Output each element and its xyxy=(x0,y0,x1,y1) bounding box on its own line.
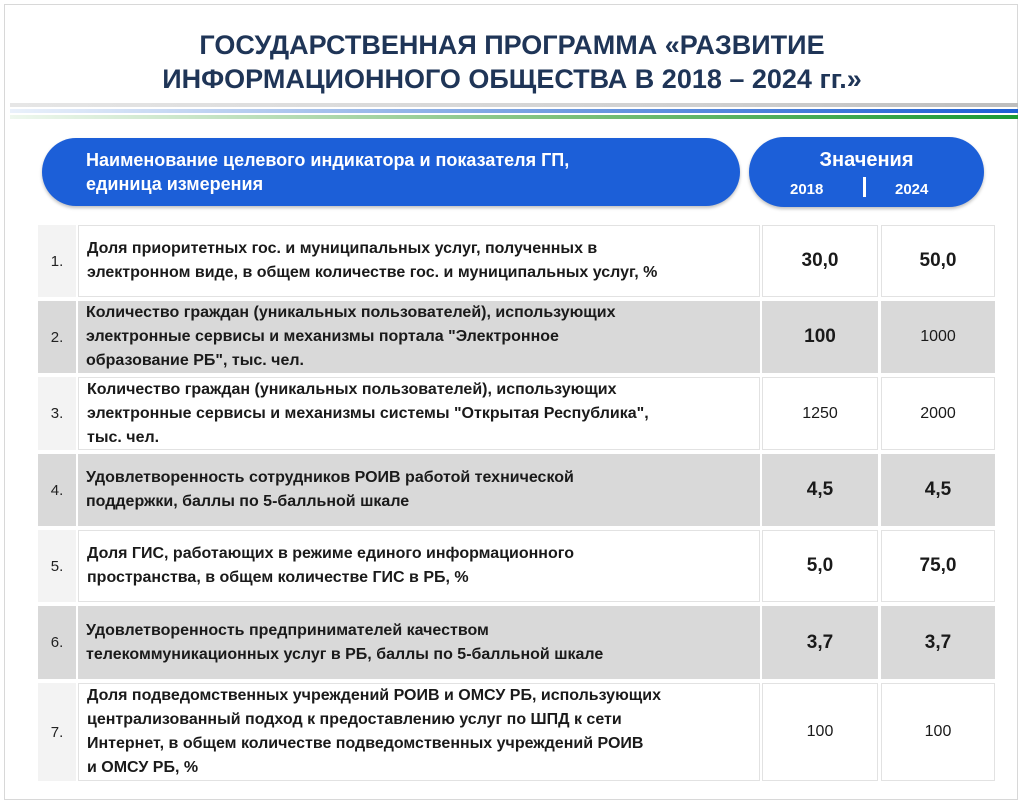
indicator-line: Удовлетворенность предпринимателей качеством xyxy=(86,621,489,639)
title-line-2: ИНФОРМАЦИОННОГО ОБЩЕСТВА В 2018 – 2024 гг.» xyxy=(162,64,862,94)
indicator-line: электронные сервисы и механизмы системы "Открытая Республика", xyxy=(87,404,649,422)
value-2024-text: 1000 xyxy=(920,328,956,345)
value-2024 xyxy=(881,683,995,781)
indicator-line: Количество граждан (уникальных пользователей), использующих xyxy=(86,304,616,321)
indicator-line: и ОМСУ РБ, % xyxy=(87,759,199,776)
indicator-line: электронном виде, в общем количестве гос. и муниципальных услуг, % xyxy=(87,264,658,281)
indicator-header-line-2: единица измерения xyxy=(86,174,264,194)
table-row xyxy=(38,377,995,450)
value-2024-text: 75,0 xyxy=(919,555,957,576)
row-number: 1. xyxy=(38,225,76,297)
indicator-line: Доля подведомственных учреждений РОИВ и ОМСУ РБ, использующих xyxy=(87,687,661,704)
divider-stripe-grey xyxy=(10,103,1018,107)
value-2024-text: 3,7 xyxy=(924,631,952,653)
value-2024 xyxy=(881,530,995,602)
indicator-line: Интернет, в общем количестве подведомственных учреждений РОИВ xyxy=(87,735,644,752)
indicator-line: электронные сервисы и механизмы портала "Электронное xyxy=(86,328,559,345)
table-row xyxy=(38,454,995,526)
value-2024-text: 2000 xyxy=(920,404,956,422)
value-2024-text: 50,0 xyxy=(919,250,957,271)
value-2018 xyxy=(762,606,878,679)
value-2018 xyxy=(762,225,878,297)
year-separator xyxy=(863,177,866,197)
value-2018-text: 4,5 xyxy=(806,479,834,500)
indicator-line: Доля приоритетных гос. и муниципальных услуг, полученных в xyxy=(87,240,598,257)
value-2018-text: 30,0 xyxy=(801,250,839,271)
indicator-name xyxy=(78,683,760,781)
table-row xyxy=(38,530,995,602)
value-2024 xyxy=(881,377,995,450)
year-2018-label: 2018 xyxy=(790,181,824,198)
row-number: 7. xyxy=(38,683,76,781)
value-2024-text: 4,5 xyxy=(924,479,952,500)
indicator-line: поддержки, баллы по 5-балльной шкале xyxy=(86,493,410,510)
value-2024 xyxy=(881,301,995,373)
indicator-line: тыс. чел. xyxy=(87,428,160,446)
value-2024-text: 100 xyxy=(924,723,952,740)
indicator-name xyxy=(78,225,760,297)
value-2018 xyxy=(762,530,878,602)
value-2018 xyxy=(762,301,878,373)
divider-stripe-green xyxy=(10,115,1018,119)
values-header-label: Значения xyxy=(819,149,914,171)
indicator-line: Количество граждан (уникальных пользователей), использующих xyxy=(87,380,617,398)
table-row xyxy=(38,683,995,781)
indicator-line: Доля ГИС, работающих в режиме единого информационного xyxy=(87,545,574,562)
value-2018-text: 3,7 xyxy=(806,631,834,653)
indicator-header-label xyxy=(86,148,726,196)
row-number: 5. xyxy=(38,530,76,602)
value-2024 xyxy=(881,225,995,297)
title-line-1: ГОСУДАРСТВЕННАЯ ПРОГРАММА «РАЗВИТИЕ xyxy=(199,30,825,60)
row-number: 2. xyxy=(38,301,76,373)
value-2018-text: 100 xyxy=(806,723,834,740)
indicator-name xyxy=(78,606,760,679)
table-row xyxy=(38,606,995,679)
row-number: 4. xyxy=(38,454,76,526)
value-2024 xyxy=(881,454,995,526)
indicator-line: образование РБ", тыс. чел. xyxy=(86,352,304,369)
year-2024-label: 2024 xyxy=(895,181,929,198)
value-2018-text: 5,0 xyxy=(806,555,834,576)
divider-stripe-blue xyxy=(10,109,1018,113)
table-row xyxy=(38,225,995,297)
row-number: 3. xyxy=(38,377,76,450)
table-row xyxy=(38,301,995,373)
indicator-header-line-1: Наименование целевого индикатора и показателя ГП, xyxy=(86,150,570,170)
indicator-header xyxy=(42,138,740,206)
value-2018 xyxy=(762,683,878,781)
values-header xyxy=(749,137,984,207)
indicator-line: телекоммуникационных услуг в РБ, баллы по 5-балльной шкале xyxy=(86,645,604,663)
value-2018-text: 1250 xyxy=(802,404,838,422)
indicator-line: централизованный подход к предоставлению услуг по ШПД к сети xyxy=(87,711,622,728)
value-2018 xyxy=(762,454,878,526)
indicator-name xyxy=(78,454,760,526)
value-2018 xyxy=(762,377,878,450)
indicator-name xyxy=(78,301,760,373)
indicator-line: пространства, в общем количестве ГИС в РБ, % xyxy=(87,569,469,586)
page-title xyxy=(0,28,1024,96)
value-2024 xyxy=(881,606,995,679)
row-number: 6. xyxy=(38,606,76,679)
indicator-name xyxy=(78,377,760,450)
value-2018-text: 100 xyxy=(804,326,836,347)
indicator-name xyxy=(78,530,760,602)
indicator-line: Удовлетворенность сотрудников РОИВ работой технической xyxy=(86,469,574,486)
